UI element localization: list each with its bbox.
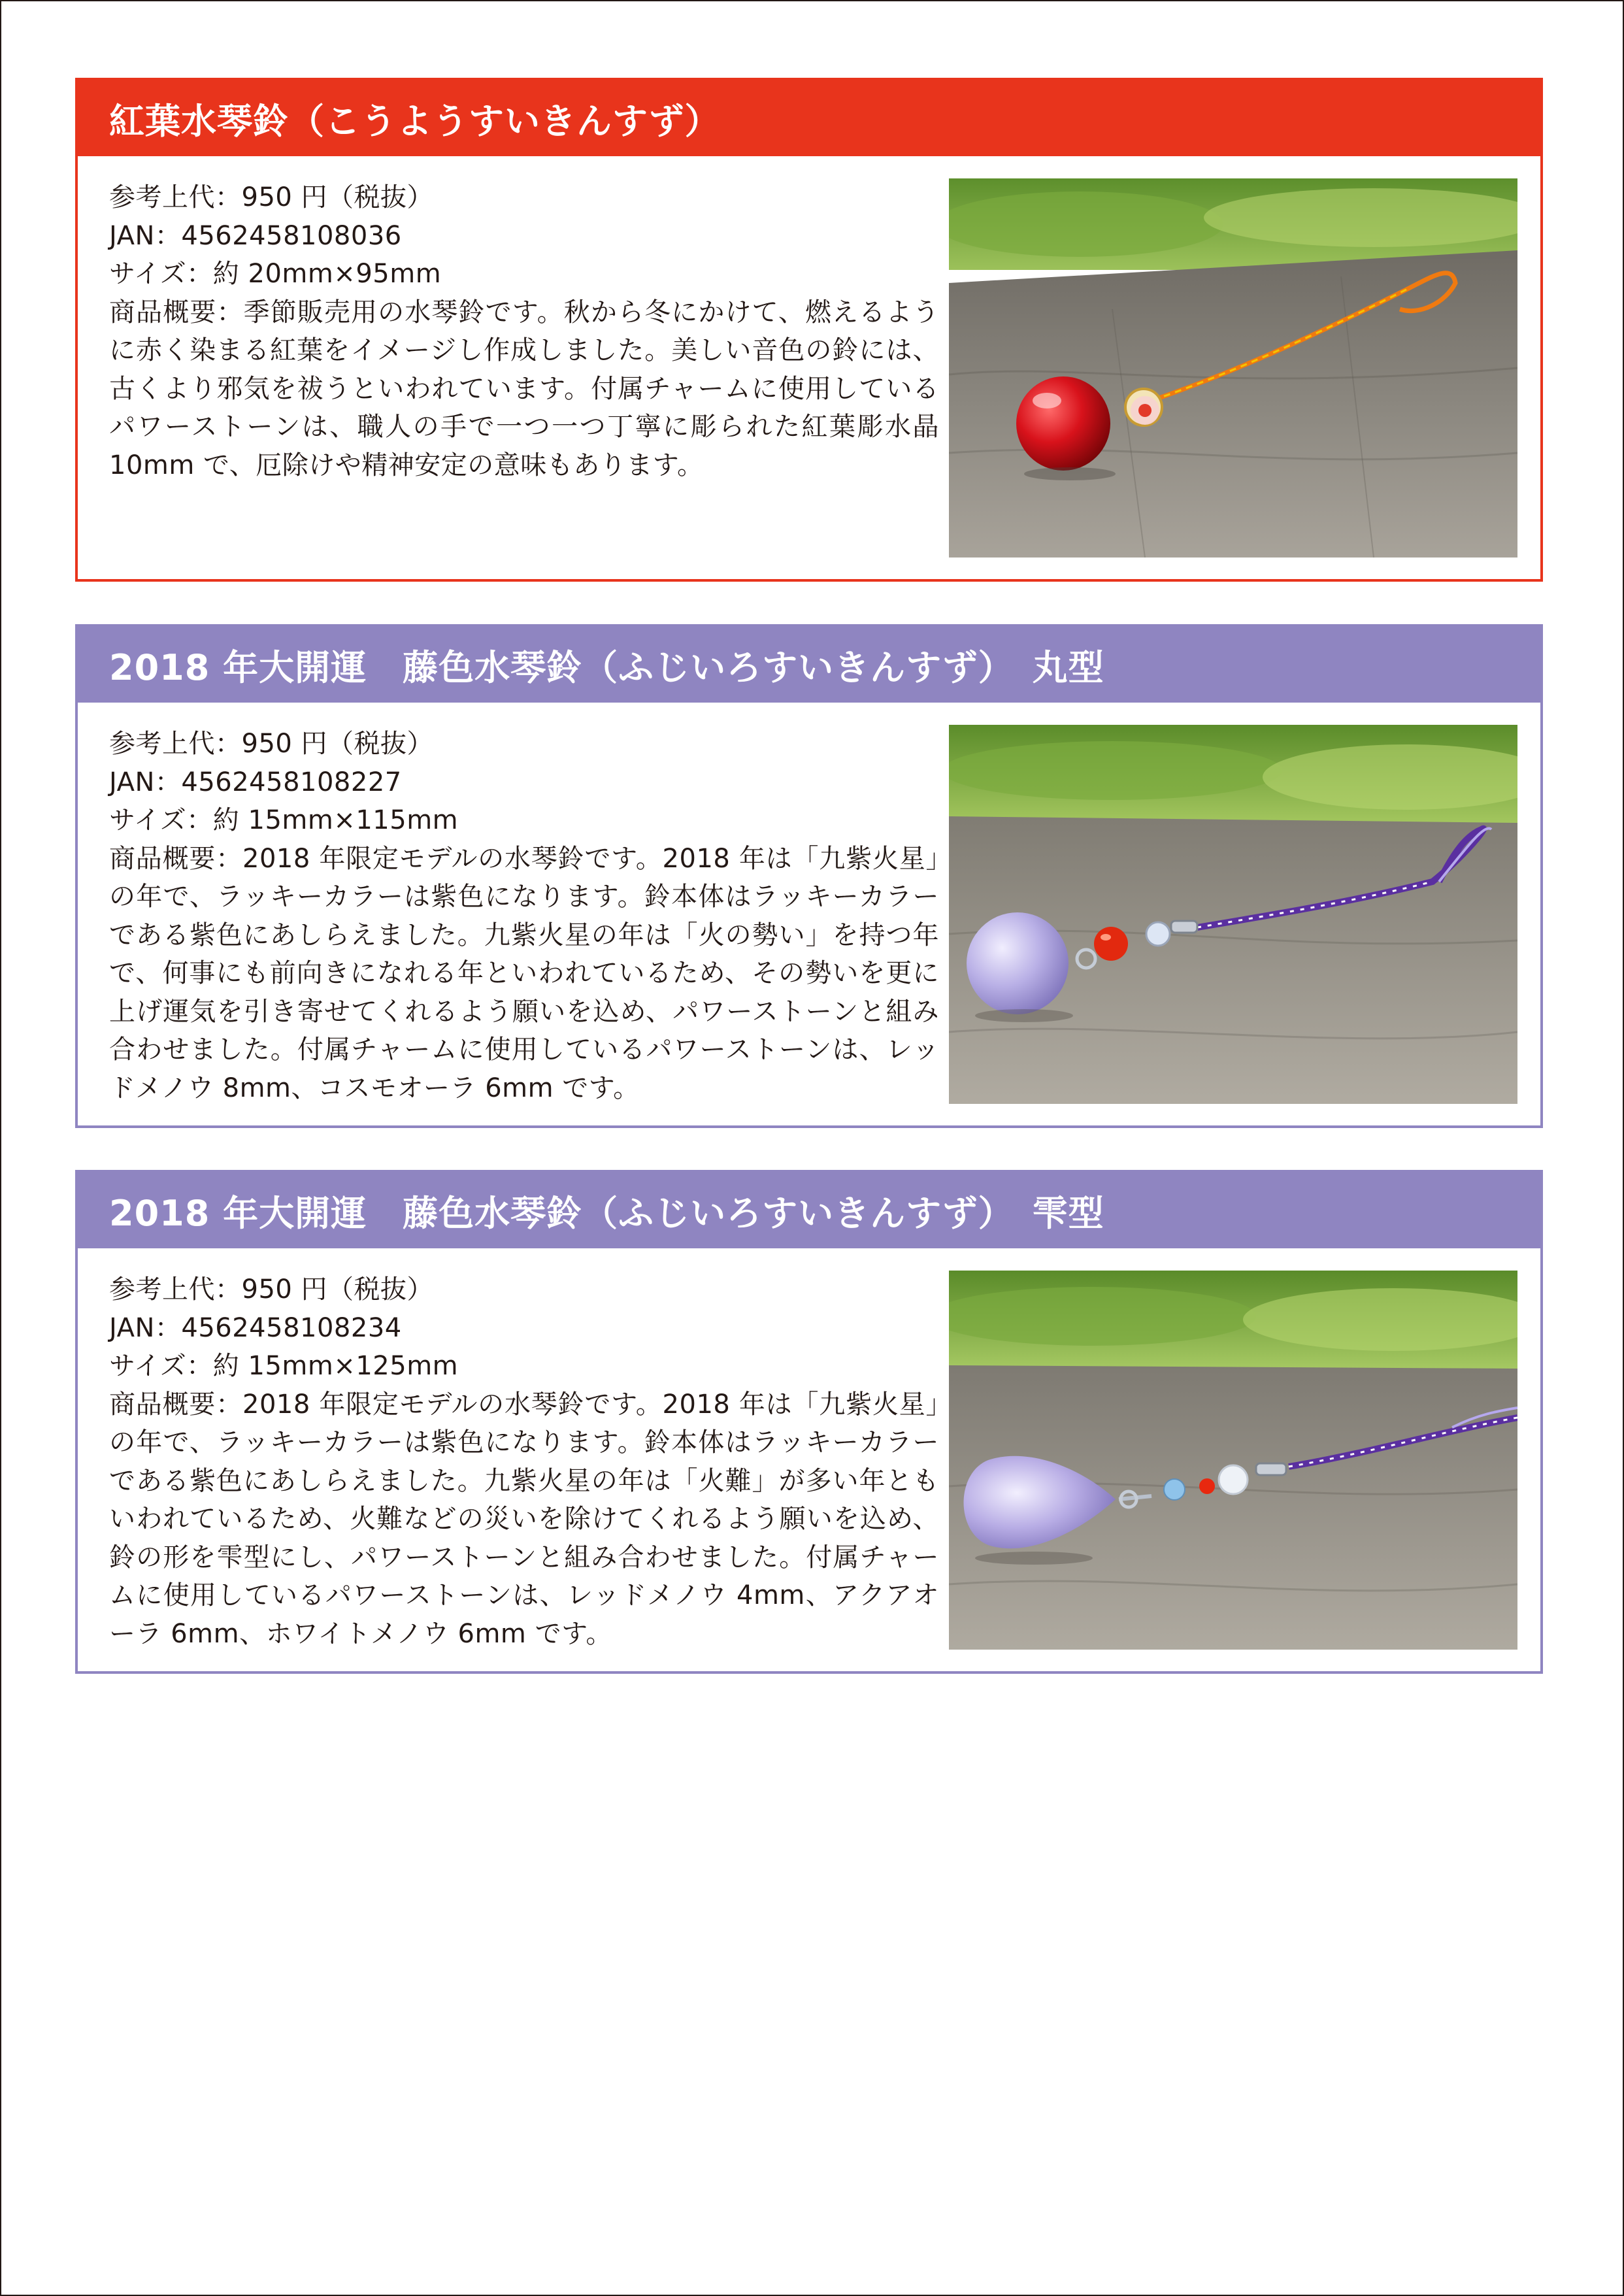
product-details	[109, 178, 993, 484]
description: 商品概要：2018 年限定モデルの水琴鈴です。2018 年は「九紫火星」の年で、ラッキーカラーは紫色になります。鈴本体はラッキーカラーである紫色にあしらえました。九紫火星の年は「火難」が多い年ともいわれているため、火難などの災いを除けてくれるよう願いを込め、鈴の形を雫型にし、パワーストーンと組み合わせました。付属チャームに使用しているパワーストーンは、レッドメノウ 4mm、アクアオーラ 6mm、ホワイトメノウ 6mm です。	[109, 1389, 939, 1649]
product-title: 2018 年大開運 藤色水琴鈴（ふじいろすいきんすず） 雫型	[109, 1192, 1104, 1234]
product-card-fujiiro-drop	[75, 1170, 1543, 1674]
product-details	[109, 725, 993, 1107]
price-line: 参考上代：950 円（税抜）	[109, 1274, 434, 1305]
product-card-momiji	[75, 78, 1543, 582]
product-title-bar	[78, 80, 1540, 156]
jan-line: JAN：4562458108227	[109, 767, 402, 797]
description: 商品概要：2018 年限定モデルの水琴鈴です。2018 年は「九紫火星」の年で、ラッキーカラーは紫色になります。鈴本体はラッキーカラーである紫色にあしらえました。九紫火星の年は「火の勢い」を持つ年で、何事にも前向きになれる年といわれているため、その勢いを更に上げ運気を引き寄せてくれるよう願いを込め、パワーストーンと組み合わせました。付属チャームに使用しているパワーストーンは、レッドメノウ 8mm、コスモオーラ 6mm です。	[109, 843, 939, 1103]
product-title: 紅葉水琴鈴（こうようすいきんすず）	[109, 100, 721, 142]
purple-drop-bell-photo	[949, 1271, 1517, 1650]
description: 商品概要：季節販売用の水琴鈴です。秋から冬にかけて、燃えるように赤く染まる紅葉をイメージし作成しました。美しい音色の鈴には、古くより邪気を祓うといわれています。付属チャームに使用しているパワーストーンは、職人の手で一つ一つ丁寧に彫られた紅葉彫水晶 10mm で、厄除けや精神安定の意味もあります。	[109, 297, 939, 480]
purple-round-bell-photo	[949, 725, 1517, 1104]
product-title-bar	[78, 627, 1540, 703]
product-card-fujiiro-round	[75, 624, 1543, 1128]
product-title-bar	[78, 1173, 1540, 1248]
size-line: サイズ：約 15mm×125mm	[109, 1351, 459, 1381]
jan-line: JAN：4562458108036	[109, 220, 402, 251]
red-bell-charm-photo	[949, 178, 1517, 557]
jan-line: JAN：4562458108234	[109, 1312, 402, 1343]
price-line: 参考上代：950 円（税抜）	[109, 182, 434, 212]
price-line: 参考上代：950 円（税抜）	[109, 729, 434, 759]
product-title: 2018 年大開運 藤色水琴鈴（ふじいろすいきんすず） 丸型	[109, 646, 1104, 688]
product-details	[109, 1271, 993, 1653]
size-line: サイズ：約 20mm×95mm	[109, 259, 442, 289]
size-line: サイズ：約 15mm×115mm	[109, 805, 459, 835]
